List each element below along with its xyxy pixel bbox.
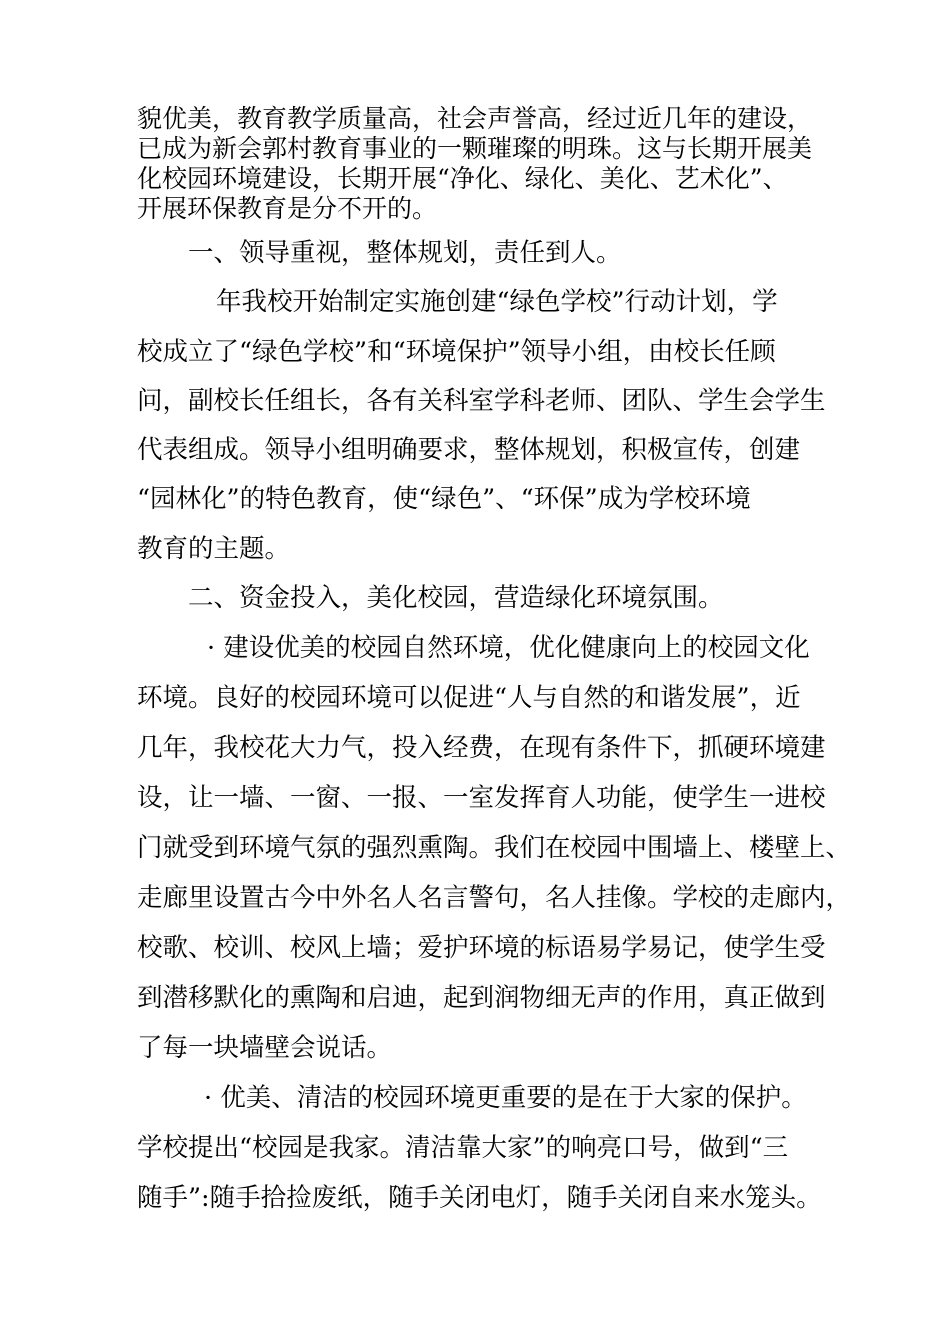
- section-1-line-3: 问，副校长任组长，各有关科室学科老师、团队、学生会学生: [137, 386, 826, 416]
- section-2a-line-1: · 建设优美的校园自然环境，优化健康向上的校园文化: [207, 633, 810, 663]
- section-2a-line-6: 走廊里设置古今中外名人名言警句，名人挂像。学校的走廊内，: [137, 883, 852, 913]
- section-2b-line-1: · 优美、清洁的校园环境更重要的是在于大家的保护。: [204, 1083, 807, 1113]
- intro-line-4: 开展环保教育是分不开的。: [137, 194, 438, 223]
- section-2a-line-7: 校歌、校训、校风上墙；爱护环境的标语易学易记，使学生受: [137, 933, 826, 963]
- section-1-line-1: 年我校开始制定实施创建“绿色学校”行动计划，学: [216, 287, 778, 317]
- section-1-line-4: 代表组成。领导小组明确要求，整体规划，积极宣传，创建: [137, 435, 801, 465]
- section-2a-line-8: 到潜移默化的熏陶和启迪，起到润物细无声的作用，真正做到: [137, 983, 826, 1013]
- section-2a-line-4: 设，让一墙、一窗、一报、一室发挥育人功能，使学生一进校: [137, 783, 826, 813]
- intro-line-2: 已成为新会郭村教育事业的一颗璀璨的明珠。这与长期开展美: [137, 134, 813, 163]
- intro-line-1: 貌优美，教育教学质量高，社会声誉高，经过近几年的建设，: [137, 104, 813, 133]
- section-2a-line-2: 环境。良好的校园环境可以促进“人与自然的和谐发展”，近: [137, 683, 801, 713]
- intro-line-3: 化校园环境建设，长期开展“净化、绿化、美化、艺术化”、: [137, 164, 788, 193]
- section-1-line-6: 教育的主题。: [137, 534, 291, 564]
- section-2a-line-9: 了每一块墙壁会说话。: [137, 1033, 393, 1063]
- section-2a-line-5: 门就受到环境气氛的强烈熏陶。我们在校园中围墙上、楼壁上、: [137, 833, 852, 863]
- section-1-line-5: “园林化”的特色教育，使“绿色”、“环保”成为学校环境: [137, 484, 751, 514]
- section-2b-line-3: 随手”:随手拾捡废纸，随手关闭电灯，随手关闭自来水笼头。: [137, 1183, 822, 1213]
- section-2b-line-2: 学校提出“校园是我家。清洁靠大家”的响亮口号，做到“三: [137, 1133, 789, 1163]
- section-2a-line-3: 几年，我校花大力气，投入经费，在现有条件下，抓硬环境建: [137, 733, 826, 763]
- section-heading-1: 一、领导重视，整体规划，责任到人。: [188, 238, 622, 268]
- section-1-line-2: 校成立了“绿色学校”和“环境保护”领导小组，由校长任顾: [137, 337, 776, 367]
- section-heading-2: 二、资金投入，美化校园，营造绿化环境氛围。: [188, 583, 724, 613]
